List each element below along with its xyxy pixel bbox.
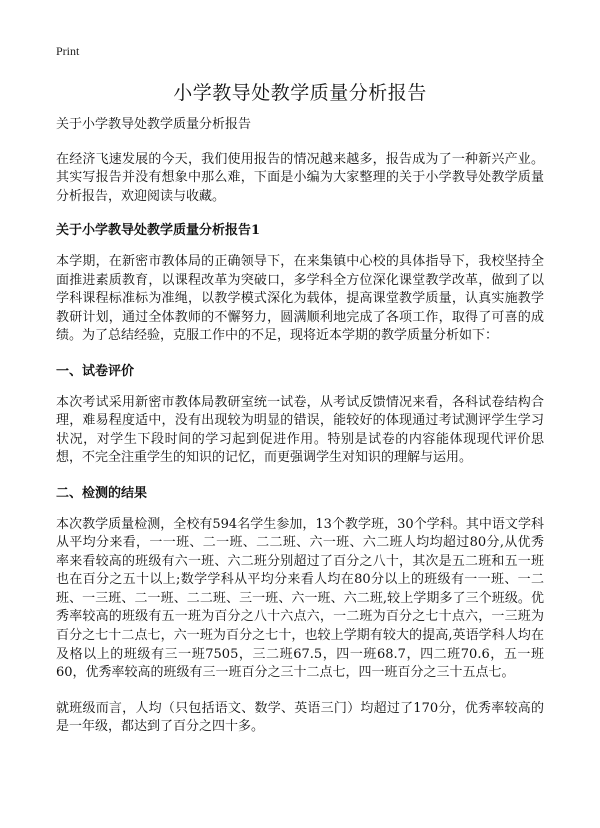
subtitle: 关于小学教导处教学质量分析报告 <box>56 117 252 132</box>
document-body <box>56 116 544 754</box>
heading-test-results: 二、检测的结果 <box>56 485 148 501</box>
document-title: 小学教导处教学质量分析报告 <box>173 82 427 104</box>
print-label[interactable]: Print <box>56 44 80 58</box>
paragraph-4: 就班级而言，人均（只包括语文、数学、英语三门）均超过了170分，优秀率较高的是一年级，都达到了百分之四十多。 <box>56 700 544 735</box>
section-title: 关于小学教导处教学质量分析报告1 <box>56 223 261 239</box>
intro-paragraph: 在经济飞速发展的今天，我们使用报告的情况越来越多，报告成为了一种新兴产业。其实写报告并没有想象中那么难，下面是小编为大家整理的关于小学教导处教学质量分析报告，欢迎阅读与收藏。 <box>56 151 544 204</box>
paragraph-3: 本次教学质量检测，全校有594名学生参加，13个教学班，30个学科。其中语文学科从平均分来看，一一班、二一班、二二班、六一班、六二班人均均超过80分,从优秀率来看较高的班级有六一班、六二班分别超过了百分之八十，其次是五二班和五一班也在百分之五十以上;数学学科从平均分来看人均在80分以上的班级有一一班、一二班、一三班、二一班、二二班、三一班、六一班、六二班,较上学期多了三个班级。优秀率较高的班级有五一班为百分之八十六点六，一二班为百分之七十点六，一三班为百分之七十二点七，六一班为百分之七十，也较上学期有较大的提高,英语学科人均在及格以上的班级有三一班7505，三二班67.5，四一班68.7，四二班70.6，五一班60，优秀率较高的班级有三一班百分之三十二点七，四一班百分之三十五点七。 <box>56 516 544 681</box>
paragraph-1: 本学期，在新密市教体局的正确领导下，在来集镇中心校的具体指导下，我校坚持全面推进素质教育，以课程改革为突破口，多学科全方位深化课堂教学改革，做到了以学科课程标准标为准绳，以教学模式深化为载体，提高课堂教学质量，认真实施教学教研计划，通过全体教师的不懈努力，圆满顺利地完成了各项工作，取得了可喜的成绩。为了总结经验，克服工作中的不足，现将近本学期的教学质量分析如下： <box>56 253 544 344</box>
paragraph-2: 本次考试采用新密市教体局教研室统一试卷，从考试反馈情况来看，各科试卷结构合理，难易程度适中，没有出现较为明显的错误，能较好的体现通过考试测评学生学习状况，对学生下段时间的学习起到促进作用。特别是试卷的内容能体现现代评价思想，不完全注重学生的知识的记忆，而更强调学生对知识的理解与运用。 <box>56 394 544 466</box>
heading-exam-evaluation: 一、试卷评价 <box>56 363 135 379</box>
